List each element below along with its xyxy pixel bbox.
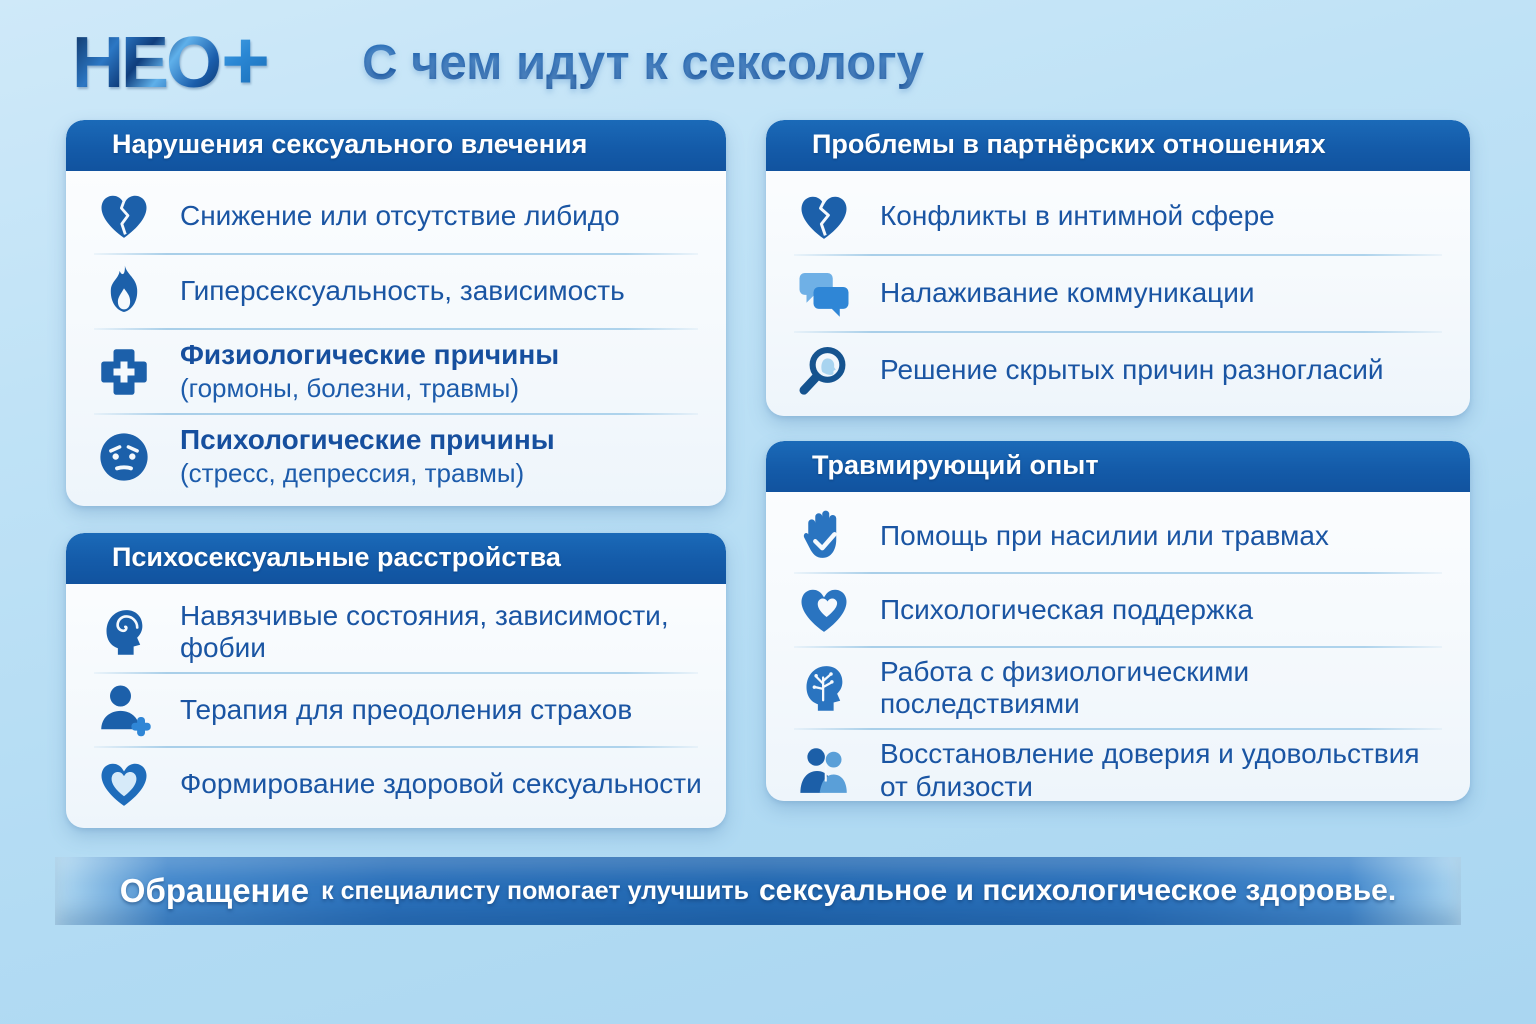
card-sexual-desire-disorders xyxy=(66,120,726,506)
card-header: Травмирующий опыт xyxy=(766,441,1470,492)
magnifier-head-icon xyxy=(796,343,852,399)
list-item xyxy=(766,574,1470,646)
item-sublabel: (гормоны, болезни, травмы) xyxy=(180,373,519,404)
footer-banner xyxy=(55,857,1461,925)
divider xyxy=(794,331,1442,333)
divider xyxy=(94,253,698,255)
page-header xyxy=(0,0,1536,107)
broken-heart-icon xyxy=(96,188,152,244)
card-body xyxy=(766,171,1470,416)
divider xyxy=(94,328,698,330)
medical-cross-icon xyxy=(96,344,152,400)
left-column xyxy=(66,120,726,828)
item-label: Физиологические причины xyxy=(180,338,560,370)
worried-face-icon xyxy=(96,429,152,485)
card-header: Психосексуальные расстройства xyxy=(66,533,726,584)
card-body xyxy=(66,171,726,506)
item-label: Гиперсексуальность, зависимость xyxy=(180,275,625,307)
list-item xyxy=(766,335,1470,407)
list-item xyxy=(66,674,726,746)
card-header: Проблемы в партнёрских отношениях xyxy=(766,120,1470,171)
flame-icon xyxy=(96,263,152,319)
card-partner-relationship-problems xyxy=(766,120,1470,416)
item-label: Работа с физиологическими последствиями xyxy=(880,656,1250,720)
list-item xyxy=(766,258,1470,330)
item-sublabel: (стресс, депрессия, травмы) xyxy=(180,458,525,489)
stop-hand-icon xyxy=(796,508,852,564)
couple-icon xyxy=(796,743,852,799)
item-label: Конфликты в интимной сфере xyxy=(880,200,1275,232)
logo-plus-icon: + xyxy=(221,13,271,107)
list-item xyxy=(66,592,726,672)
list-item xyxy=(766,181,1470,253)
divider xyxy=(794,254,1442,256)
item-label: Помощь при насилии или травмах xyxy=(880,519,1329,551)
support-heart-icon xyxy=(796,582,852,638)
footer-emphasis-text: сексуальное и психологическое здоровье. xyxy=(758,874,1397,907)
item-label: Налаживание коммуникации xyxy=(880,277,1255,309)
list-item xyxy=(66,416,726,497)
list-item xyxy=(66,255,726,327)
item-label: Снижение или отсутствие либидо xyxy=(180,199,620,231)
item-label: Решение скрытых причин разногласий xyxy=(880,354,1384,386)
broken-heart-icon xyxy=(796,189,852,245)
item-label: Психологические причины xyxy=(180,423,555,455)
neo-plus-logo xyxy=(72,13,271,107)
page-title: С чем идут к сексологу xyxy=(362,36,924,90)
card-body xyxy=(66,584,726,828)
footer-middle-text: к специалисту помогает улучшить xyxy=(321,876,749,905)
person-plus-icon xyxy=(96,682,152,738)
item-label: Психологическая поддержка xyxy=(880,593,1254,625)
chat-bubbles-icon xyxy=(796,266,852,322)
item-label: Восстановление доверия и удовольствия от близости xyxy=(880,738,1420,801)
list-item xyxy=(766,500,1470,572)
item-label: Терапия для преодоления страхов xyxy=(180,694,633,726)
list-item xyxy=(766,730,1470,801)
cards-grid xyxy=(0,104,1536,828)
footer-lead-text: Обращение xyxy=(119,872,310,909)
card-header: Нарушения сексуального влечения xyxy=(66,120,726,171)
list-item xyxy=(766,648,1470,728)
logo-text: НЕО xyxy=(72,23,220,103)
divider xyxy=(94,413,698,415)
list-item xyxy=(66,748,726,820)
item-label: Навязчивые состояния, зависимости, фобии xyxy=(180,600,669,664)
head-tree-icon xyxy=(796,660,852,716)
right-column xyxy=(766,120,1470,828)
card-traumatic-experience xyxy=(766,441,1470,801)
item-label: Формирование здоровой сексуальности xyxy=(180,768,702,800)
card-body xyxy=(766,492,1470,801)
heart-icon xyxy=(96,756,152,812)
card-psychosexual-disorders xyxy=(66,533,726,828)
list-item xyxy=(66,331,726,412)
list-item xyxy=(66,180,726,252)
head-spiral-icon xyxy=(96,604,152,660)
